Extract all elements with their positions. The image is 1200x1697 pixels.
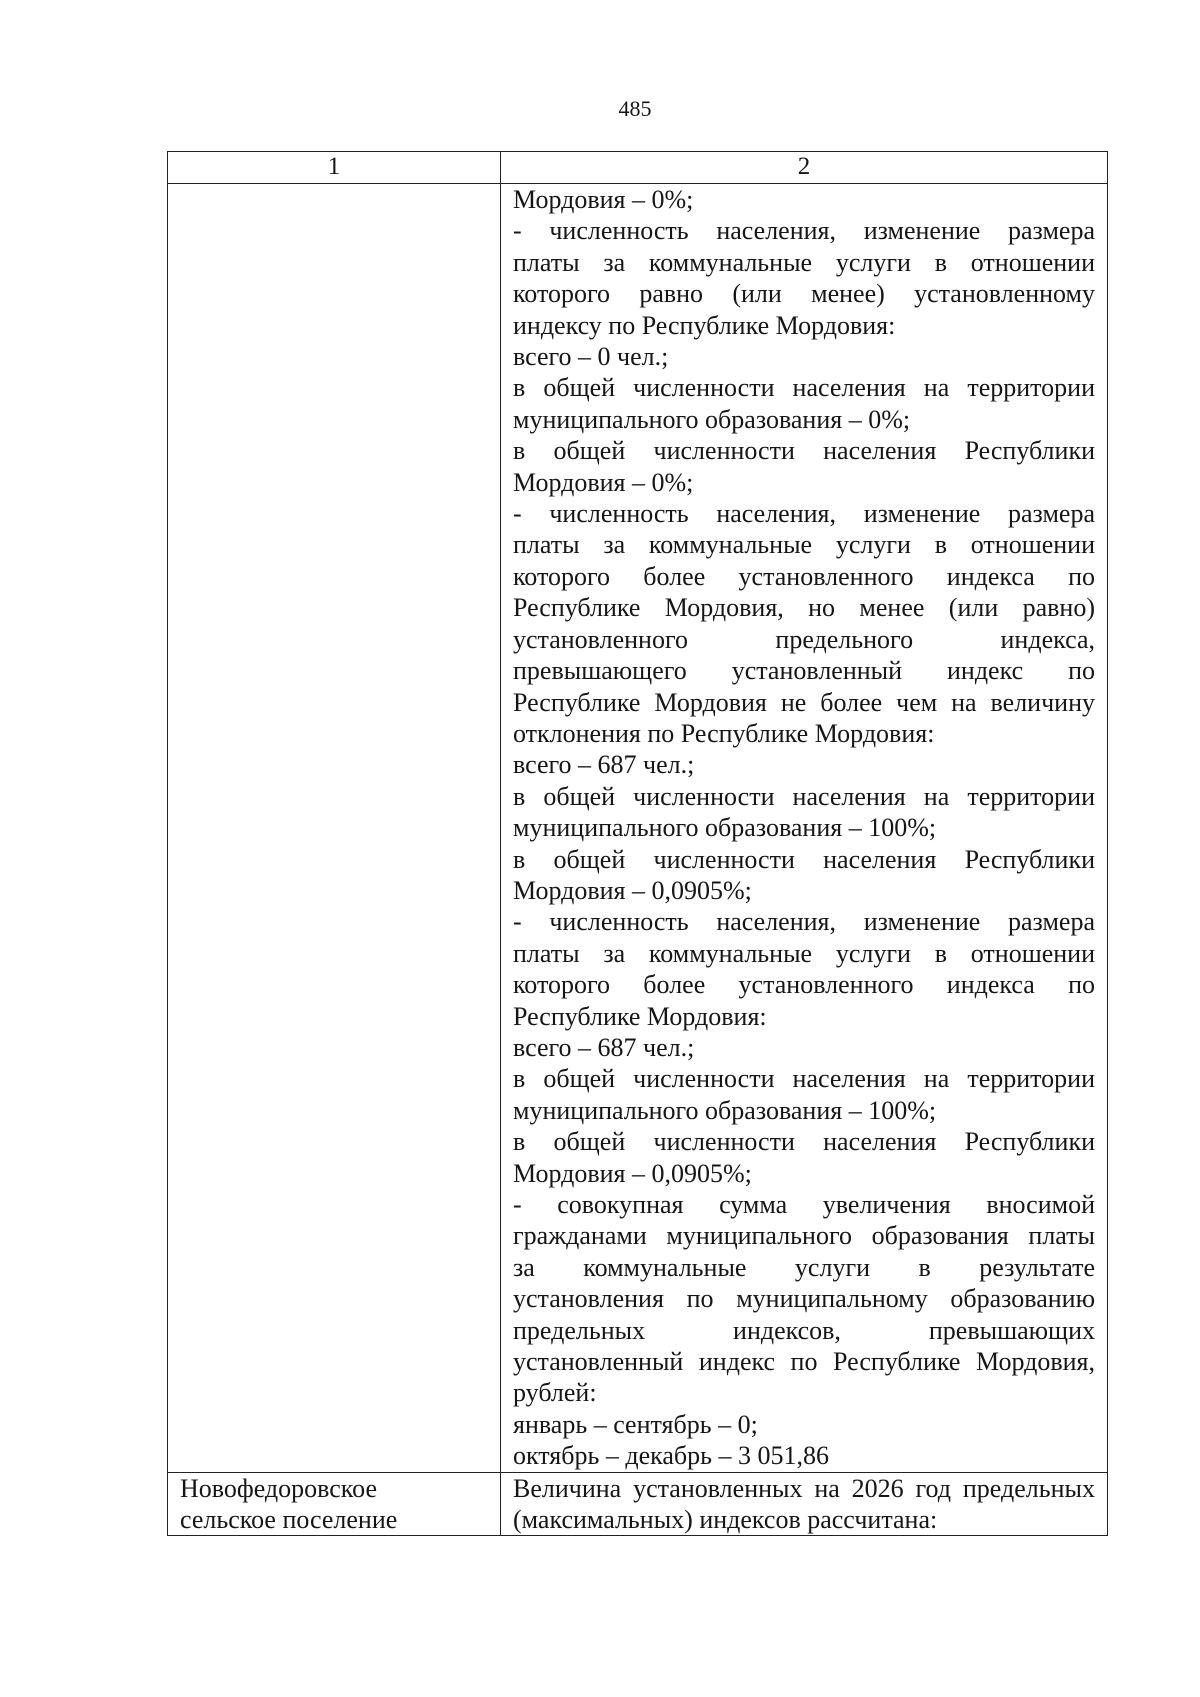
table-header-row	[168, 152, 1108, 184]
column-header-1: 1	[168, 152, 501, 184]
row1-line: платы за коммунальные услуги в отношении	[513, 938, 1095, 968]
row1-line: индексу по Республике Мордовия:	[513, 310, 896, 340]
row1-line: - численность населения, изменение размера	[513, 499, 1095, 529]
row2-col1-cell	[168, 1472, 501, 1536]
row2-col2-text	[513, 1473, 1095, 1536]
row1-line: муниципального образования – 0%;	[513, 404, 911, 434]
row1-line: Республике Мордовия, но менее (или равно)	[513, 593, 1095, 623]
row1-line: в общей численности населения Республики	[513, 844, 1095, 874]
row1-line: муниципального образования – 100%;	[513, 1095, 937, 1125]
row1-line: которого равно (или менее) установленному	[513, 279, 1095, 309]
row1-line: в общей численности населения на территории	[513, 781, 1095, 811]
row1-line: Мордовия – 0,0905%;	[513, 1158, 752, 1188]
table-row	[168, 1472, 1108, 1536]
page-number: 485	[618, 96, 652, 121]
row1-line: Мордовия – 0%;	[513, 185, 694, 214]
row1-line: предельных индексов, превышающих	[513, 1315, 1095, 1345]
row1-line: платы за коммунальные услуги в отношении	[513, 530, 1095, 560]
row1-line: в общей численности населения Республики	[513, 1127, 1095, 1157]
row1-col2-cell	[501, 184, 1108, 1473]
row1-line: установления по муниципальному образованию	[513, 1284, 1095, 1314]
row1-line: январь – сентябрь – 0;	[513, 1409, 758, 1439]
row1-line: всего – 0 чел.;	[513, 342, 669, 372]
row1-line: - численность населения, изменение размера	[513, 216, 1095, 246]
row1-line: Республике Мордовия:	[513, 1001, 767, 1031]
municipality-name-line-1: Новофедоровское	[180, 1473, 377, 1503]
table-row	[168, 184, 1108, 1473]
document-table	[167, 151, 1108, 1536]
row1-line: установленного предельного индекса,	[513, 624, 1095, 654]
row1-line: Мордовия – 0%;	[513, 467, 694, 497]
row1-line: превышающего установленный индекс по	[513, 656, 1095, 686]
row1-line: в общей численности населения на территории	[513, 1064, 1095, 1094]
row1-line: муниципального образования – 100%;	[513, 813, 937, 843]
row1-line: платы за коммунальные услуги в отношении	[513, 247, 1095, 277]
row1-line: всего – 687 чел.;	[513, 750, 695, 780]
row2-line: (максимальных) индексов рассчитана:	[513, 1505, 938, 1535]
row2-line: Величина установленных на 2026 год предельных	[513, 1473, 1095, 1503]
row1-line: гражданами муниципального образования платы	[513, 1221, 1095, 1251]
row1-line: всего – 687 чел.;	[513, 1032, 695, 1062]
row1-line: Мордовия – 0,0905%;	[513, 875, 752, 905]
row2-col2-cell	[501, 1472, 1108, 1536]
row1-line: Республике Мордовия не более чем на величину	[513, 687, 1095, 717]
row1-line: за коммунальные услуги в результате	[513, 1252, 1095, 1282]
row1-line: в общей численности населения Республики	[513, 436, 1095, 466]
row1-line: октябрь – декабрь – 3 051,86	[513, 1441, 829, 1471]
row1-line: установленный индекс по Республике Мордовия,	[513, 1347, 1095, 1377]
row1-line: в общей численности населения на территории	[513, 373, 1095, 403]
row1-col1-cell	[168, 184, 501, 1473]
municipality-name-line-2: сельское поселение	[180, 1505, 398, 1535]
row1-line: которого более установленного индекса по	[513, 970, 1095, 1000]
column-header-2: 2	[501, 152, 1108, 184]
row1-col2-text	[513, 184, 1095, 1472]
row1-line: рублей:	[513, 1378, 597, 1408]
row1-line: которого более установленного индекса по	[513, 561, 1095, 591]
row1-line: - совокупная сумма увеличения вносимой	[513, 1190, 1095, 1219]
row1-line: отклонения по Республике Мордовия:	[513, 718, 935, 748]
row1-line: - численность населения, изменение размера	[513, 907, 1095, 937]
